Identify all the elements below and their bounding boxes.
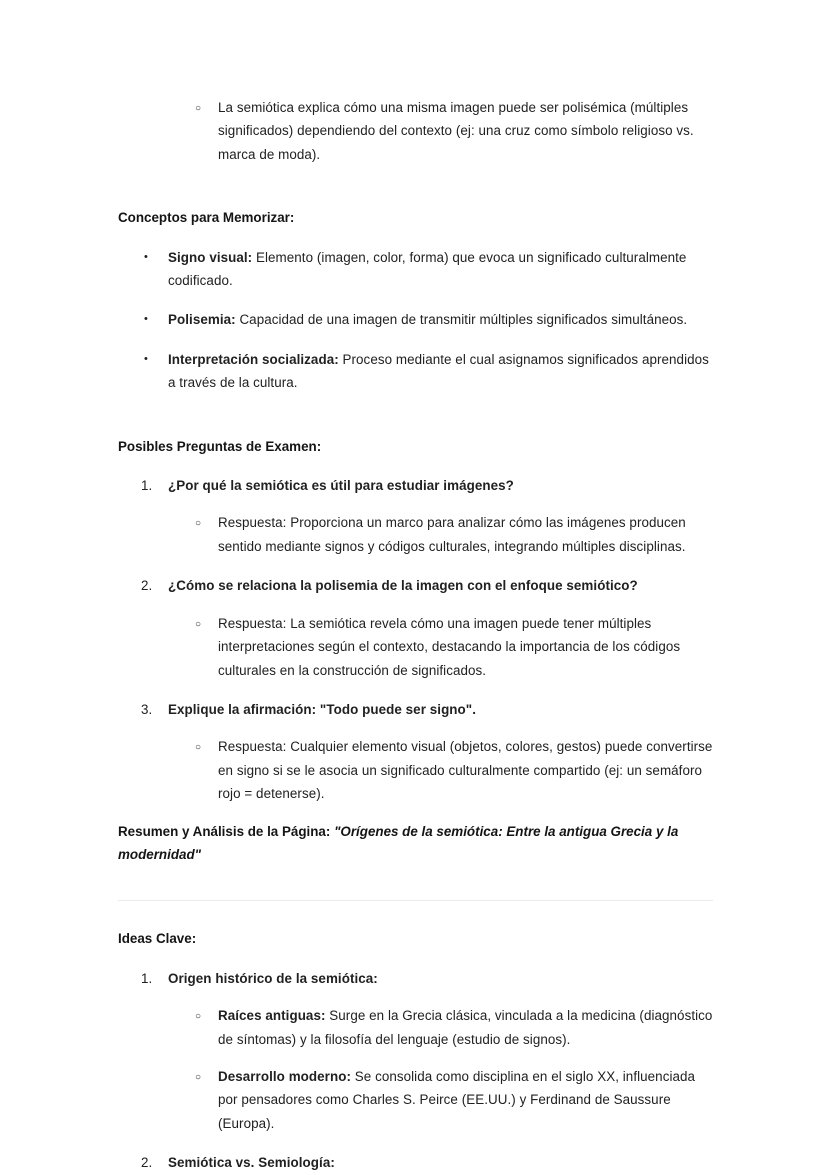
list-number: 3. xyxy=(141,701,153,717)
question-text: ¿Por qué la semiótica es útil para estudiar imágenes? xyxy=(168,478,514,494)
term-label: Raíces antiguas: xyxy=(218,1008,326,1024)
term-definition: Se consolida como disciplina en el siglo XX, influenciada por pensadores como Charles S. Peirce (EE.UU.) y Ferdinand de Saussure (Europa). xyxy=(218,1068,696,1131)
section-heading-resumen xyxy=(118,820,713,867)
list-item xyxy=(118,308,713,331)
list-number: 2. xyxy=(141,1155,153,1171)
list-item-text xyxy=(168,308,713,331)
term-definition: Elemento (imagen, color, forma) que evoca un significado culturalmente codificado. xyxy=(168,249,687,289)
list-item xyxy=(118,511,713,558)
question-text: Explique la afirmación: "Todo puede ser signo". xyxy=(168,701,477,717)
disc-bullet-icon: • xyxy=(144,250,148,263)
list-item xyxy=(118,967,713,990)
list-item-text xyxy=(218,1004,713,1051)
list-item xyxy=(118,1004,713,1051)
list-item xyxy=(118,574,713,597)
spacer xyxy=(118,806,713,820)
section-heading-ideas: Ideas Clave: xyxy=(118,931,197,947)
answer-text: Respuesta: Proporciona un marco para analizar cómo las imágenes producen sentido mediante signos y códigos culturales, integrando múltiples disciplinas. xyxy=(218,515,686,554)
document-content xyxy=(118,96,713,1175)
list-item xyxy=(118,735,713,805)
hollow-circle-bullet-icon: ○ xyxy=(195,1011,202,1023)
resumen-label: Resumen y Análisis de la Página: xyxy=(118,823,335,839)
list-number: 1. xyxy=(141,970,153,986)
list-item-text xyxy=(168,246,713,293)
hollow-circle-bullet-icon: ○ xyxy=(195,1071,202,1083)
list-number: 2. xyxy=(141,578,153,594)
idea-title: Semiótica vs. Semiología: xyxy=(168,1155,335,1171)
section-heading-preguntas: Posibles Preguntas de Examen: xyxy=(118,438,322,454)
conceptos-list xyxy=(118,246,713,395)
spacer xyxy=(118,901,713,927)
hollow-circle-bullet-icon: ○ xyxy=(195,518,202,530)
term-definition: Surge en la Grecia clásica, vinculada a la medicina (diagnóstico de síntomas) y la filosofía del lenguaje (estudio de signos). xyxy=(218,1008,713,1047)
answer-text: Respuesta: Cualquier elemento visual (objetos, colores, gestos) puede convertirse en signo si se le asocia un significado culturalmente compartido (ej: un semáforo rojo = detenerse). xyxy=(218,739,713,802)
hollow-circle-bullet-icon: ○ xyxy=(195,618,202,630)
list-item xyxy=(118,474,713,497)
idea-title: Origen histórico de la semiótica: xyxy=(168,970,378,986)
list-item xyxy=(118,1151,713,1174)
list-item xyxy=(118,1065,713,1135)
list-item xyxy=(118,246,713,293)
section-heading-conceptos: Conceptos para Memorizar: xyxy=(118,210,295,226)
term-label: Desarrollo moderno: xyxy=(218,1068,351,1084)
list-item xyxy=(118,96,713,166)
question-text: ¿Cómo se relaciona la polisemia de la imagen con el enfoque semiótico? xyxy=(168,578,638,594)
list-item-text xyxy=(168,348,713,395)
term-label: Interpretación socializada: xyxy=(168,351,339,367)
list-number: 1. xyxy=(141,478,153,494)
resumen-title: "Orígenes de la semiótica: Entre la antigua Grecia y la modernidad" xyxy=(118,823,679,862)
list-item xyxy=(118,612,713,682)
disc-bullet-icon: • xyxy=(144,313,148,326)
spacer xyxy=(118,166,713,206)
list-item xyxy=(118,698,713,721)
list-item xyxy=(118,348,713,395)
hollow-circle-bullet-icon: ○ xyxy=(195,103,202,114)
term-definition: Capacidad de una imagen de transmitir múltiples significados simultáneos. xyxy=(235,312,688,328)
list-item-text xyxy=(218,1065,713,1135)
ideas-list xyxy=(118,967,713,1175)
disc-bullet-icon: • xyxy=(144,352,148,365)
spacer xyxy=(118,395,713,435)
term-label: Polisemia: xyxy=(168,312,236,328)
list-item-text: La semiótica explica cómo una misma imagen puede ser polisémica (múltiples significados) dependiendo del contexto (ej: una cruz como símbolo religioso vs. marca de moda). xyxy=(218,100,694,162)
term-definition: Proceso mediante el cual asignamos significados aprendidos a través de la cultura. xyxy=(168,351,709,391)
preguntas-list xyxy=(118,474,713,805)
term-label: Signo visual: xyxy=(168,249,253,265)
hollow-circle-bullet-icon: ○ xyxy=(195,742,202,754)
answer-text: Respuesta: La semiótica revela cómo una imagen puede tener múltiples interpretaciones según el contexto, destacando la importancia de los códigos culturales en la construcción de significados. xyxy=(218,615,681,678)
